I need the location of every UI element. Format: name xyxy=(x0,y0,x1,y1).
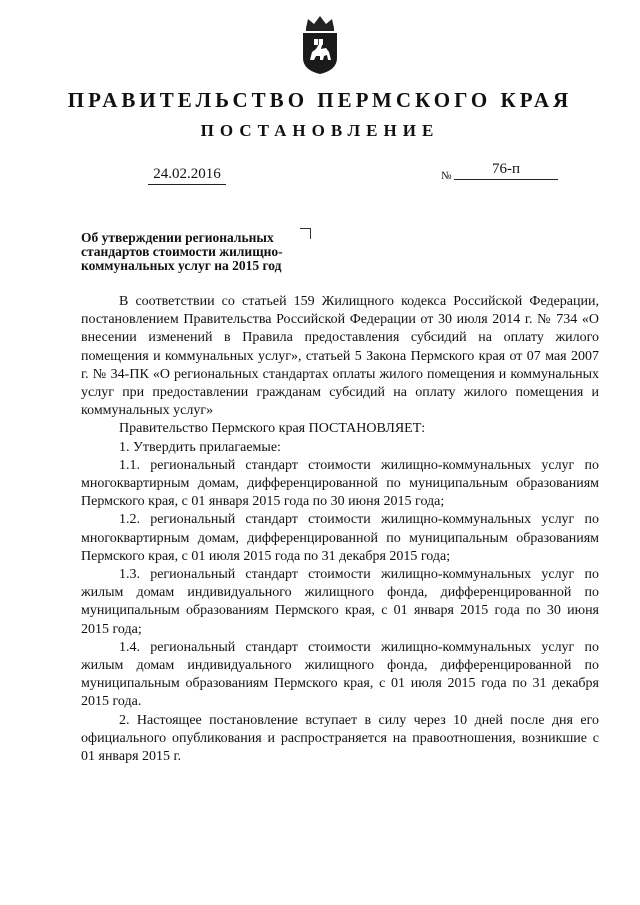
clause-1-1: 1.1. региональный стандарт стоимости жилищно-коммунальных услуг по многоквартирным домам, дифференцированной по муниципальным образованиям Пермского края, с 01 января 2015 года по 30 июня 2015 года; xyxy=(81,457,599,510)
document-type: ПОСТАНОВЛЕНИЕ xyxy=(200,121,440,140)
clause-2: 2. Настоящее постановление вступает в силу через 10 дней после дня его официального опубликования и распространяется на правоотношения, возникшие с 01 января 2015 г. xyxy=(81,712,599,765)
clause-1: 1. Утвердить прилагаемые: xyxy=(119,439,281,455)
clause-1-2: 1.2. региональный стандарт стоимости жилищно-коммунальных услуг по многоквартирным домам, дифференцированной по муниципальным образованиям Пермского края, с 01 июля 2015 года по 31 декабря 2015 года; xyxy=(81,512,599,564)
document-date: 24.02.2016 xyxy=(148,166,226,185)
resolution-paragraph: Правительство Пермского края ПОСТАНОВЛЯЕТ: xyxy=(119,421,426,437)
document-number: 76-п xyxy=(454,161,558,180)
document-subject: Об утверждении региональных стандартов стоимости жилищно-коммунальных услуг на 2015 год xyxy=(81,230,283,273)
clause-1-4: 1.4. региональный стандарт стоимости жилищно-коммунальных услуг по жилым домам индивидуального жилищного фонда, дифференцированной по муниципальным образованиям Пермского края, с 01 июля 2015 года по 31 декабря 2015 года. xyxy=(81,639,599,710)
organization-title: ПРАВИТЕЛЬСТВО ПЕРМСКОГО КРАЯ xyxy=(67,88,573,112)
number-sign: № xyxy=(441,170,452,182)
document-body xyxy=(81,293,599,766)
coat-of-arms-emblem xyxy=(298,14,342,76)
clause-1-3: 1.3. региональный стандарт стоимости жилищно-коммунальных услуг по жилым домам индивидуального жилищного фонда, дифференцированной по муниципальным образованиям Пермского края, с 01 января 2015 года по 30 июня 2015 года; xyxy=(81,567,599,637)
preamble-paragraph: В соответствии со статьей 159 Жилищного кодекса Российской Федерации, постановлением Правительства Российской Федерации от 30 июля 2014 г. № 734 «О внесении изменений в Правила предоставления субсидий на оплату жилого помещения и коммунальных услуг», статьей 5 Закона Пермского края от 07 мая 2007 г. № 34-ПК «О региональных стандартах оплаты жилого помещения и коммунальных услуг при предоставлении гражданам субсидий на оплату жилого помещения и коммунальных услуг» xyxy=(81,294,599,419)
